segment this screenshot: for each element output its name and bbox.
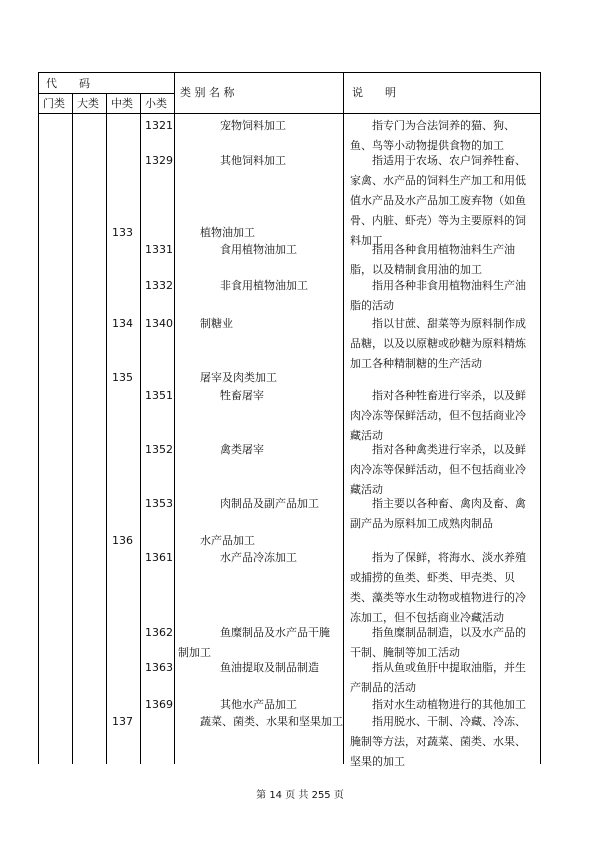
subheader-men: 门类 xyxy=(43,97,65,110)
small-code: 1362 xyxy=(145,626,173,639)
category-name: 非食用植物油加工 xyxy=(220,279,308,292)
description: 指主要以各种畜、禽肉及畜、禽副产品为原料加工成熟肉制品 xyxy=(350,497,526,530)
mid-code: 136 xyxy=(112,534,133,547)
category-name: 肉制品及副产品加工 xyxy=(220,497,319,510)
category-name: 水产品冷冻加工 xyxy=(220,551,297,564)
col-line-2 xyxy=(106,93,107,764)
category-name: 制糖业 xyxy=(200,317,233,330)
category-name: 其他饲料加工 xyxy=(220,154,286,167)
category-name: 水产品加工 xyxy=(200,534,255,547)
description: 指为了保鲜，将海水、淡水养殖或捕捞的鱼类、虾类、甲壳类、贝类、藻类等水生动物或植物进行的冷冻加工，但不包括商业冷藏活动 xyxy=(350,551,526,624)
small-code: 1329 xyxy=(145,154,173,167)
table-top-rule xyxy=(38,72,541,73)
small-code: 1352 xyxy=(145,443,173,456)
table-header-rule xyxy=(38,113,541,114)
small-code: 1340 xyxy=(145,317,173,330)
description: 指鱼糜制品制造，以及水产品的干制、腌制等加工活动 xyxy=(350,626,526,659)
description: 指用脱水、干制、冷藏、冷冻、腌制等方法，对蔬菜、菌类、水果、坚果的加工 xyxy=(350,715,526,768)
description: 指从鱼或鱼肝中提取油脂，并生产制品的活动 xyxy=(350,661,526,694)
description: 指以甘蔗、甜菜等为原料制作成品糖，以及以原糖或砂糖为原料精炼加工各种精制糖的生产活动 xyxy=(350,317,526,370)
col-line-0 xyxy=(38,72,39,764)
category-name: 屠宰及肉类加工 xyxy=(200,371,277,384)
small-code: 1363 xyxy=(145,661,173,674)
category-name: 蔬菜、菌类、水果和坚果加工 xyxy=(200,715,343,728)
small-code: 1332 xyxy=(145,279,173,292)
category-name: 宠物饲料加工 xyxy=(220,119,286,132)
category-name: 食用植物油加工 xyxy=(220,243,297,256)
small-code: 1321 xyxy=(145,119,173,132)
description: 指用各种非食用植物油料生产油脂的活动 xyxy=(350,279,526,312)
category-name: 禽类屠宰 xyxy=(220,443,264,456)
description: 指对各种禽类进行宰杀，以及鲜肉冷冻等保鲜活动，但不包括商业冷藏活动 xyxy=(350,443,526,496)
subheader-zhong: 中类 xyxy=(111,97,133,110)
description: 指对各种牲畜进行宰杀，以及鲜肉冷冻等保鲜活动，但不包括商业冷藏活动 xyxy=(350,389,526,442)
description: 指适用于农场、农户饲养牲畜、家禽、水产品的饲料生产加工和用低值水产品及水产品加工废弃物（如鱼骨、内脏、虾壳）等为主要原料的饲料加工 xyxy=(350,154,526,247)
category-name: 其他水产品加工 xyxy=(220,698,297,711)
mid-code: 133 xyxy=(112,226,133,239)
description: 指用各种食用植物油料生产油脂，以及精制食用油的加工 xyxy=(350,243,515,276)
mid-code: 134 xyxy=(112,317,133,330)
small-code: 1369 xyxy=(145,698,173,711)
header-code: 代 码 xyxy=(46,77,90,90)
category-name: 植物油加工 xyxy=(200,226,255,239)
small-code: 1353 xyxy=(145,497,173,510)
col-line-4 xyxy=(174,72,175,764)
page-footer: 第 14 页 共 255 页 xyxy=(256,790,344,801)
col-line-3 xyxy=(140,93,141,764)
header-explanation: 说 明 xyxy=(352,86,396,99)
col-line-1 xyxy=(72,93,73,764)
small-code: 1331 xyxy=(145,243,173,256)
mid-code: 135 xyxy=(112,371,133,384)
mid-code: 137 xyxy=(112,715,133,728)
category-name: 牲畜屠宰 xyxy=(220,389,264,402)
col-line-6 xyxy=(540,72,541,764)
category-name: 鱼糜制品及水产品干腌制加工 xyxy=(178,626,330,659)
header-category-name: 类 别 名 称 xyxy=(180,86,235,99)
col-line-5 xyxy=(343,72,344,764)
small-code: 1351 xyxy=(145,389,173,402)
description: 指专门为合法饲养的猫、狗、鱼、鸟等小动物提供食物的加工 xyxy=(350,119,515,152)
subheader-da: 大类 xyxy=(77,97,99,110)
small-code: 1361 xyxy=(145,551,173,564)
category-name: 鱼油提取及制品制造 xyxy=(220,661,319,674)
description: 指对水生动植物进行的其他加工 xyxy=(372,698,526,711)
subheader-xiao: 小类 xyxy=(145,97,167,110)
